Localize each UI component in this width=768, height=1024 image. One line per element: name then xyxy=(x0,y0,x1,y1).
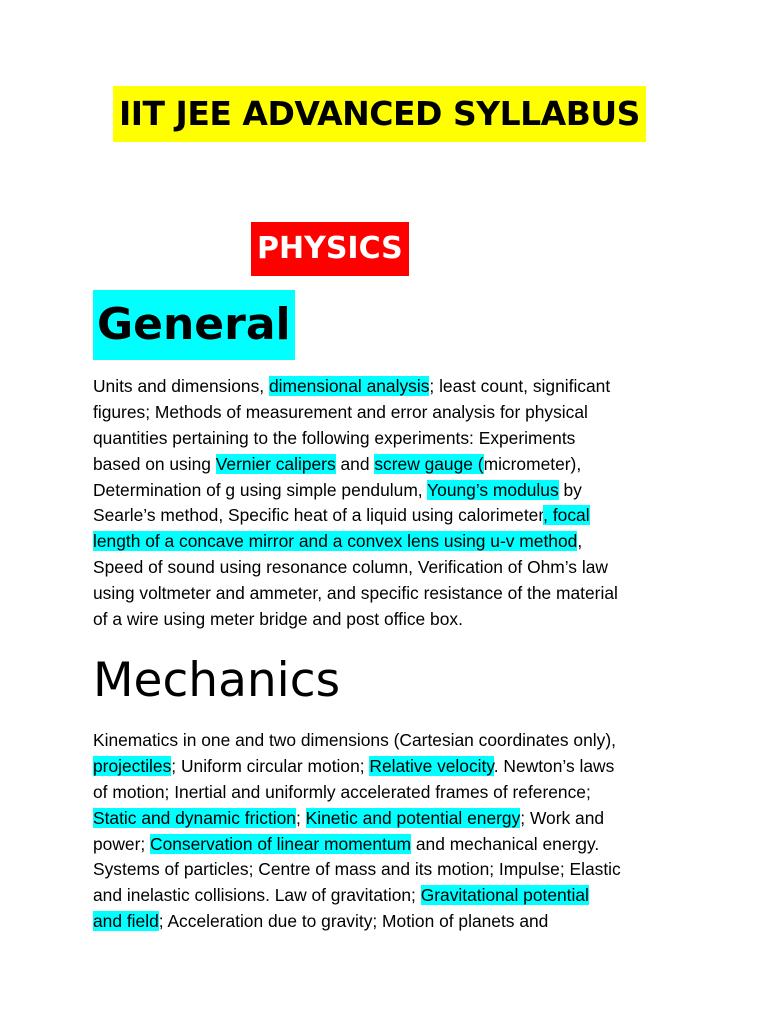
highlighted-term: and field xyxy=(93,911,159,932)
highlighted-term: , focal xyxy=(543,505,590,526)
text-run: by xyxy=(558,479,582,500)
subject-heading: PHYSICS xyxy=(251,222,409,276)
text-line xyxy=(93,780,683,806)
text-run: . Newton’s laws xyxy=(493,755,615,776)
text-run: power; xyxy=(93,833,151,854)
general-paragraph xyxy=(93,374,683,633)
mechanics-paragraph xyxy=(93,728,683,935)
text-line xyxy=(93,503,683,529)
highlighted-term: Vernier calipers xyxy=(215,453,336,474)
text-line xyxy=(93,754,683,780)
text-run: of motion; Inertial and uniformly accelerated frames of reference; xyxy=(93,781,591,802)
highlighted-term: Conservation of linear momentum xyxy=(150,833,412,854)
text-line xyxy=(93,478,683,504)
highlighted-term: Kinetic and potential energy xyxy=(305,807,521,828)
text-run: and inelastic collisions. Law of gravitation; xyxy=(93,885,421,906)
text-line xyxy=(93,374,683,400)
text-line xyxy=(93,607,683,633)
text-run: quantities pertaining to the following experiments: Experiments xyxy=(93,427,576,448)
section-heading-general: General xyxy=(93,290,295,360)
text-run: Searle’s method, Specific heat of a liquid using calorimeter xyxy=(93,505,544,526)
text-line xyxy=(93,883,683,909)
highlighted-term: projectiles xyxy=(93,755,172,776)
text-line xyxy=(93,400,683,426)
text-run: Speed of sound using resonance column, Verification of Ohm’s law xyxy=(93,557,608,578)
highlighted-term: Relative velocity xyxy=(369,755,494,776)
text-run: and mechanical energy. xyxy=(411,833,600,854)
highlighted-term: Gravitational potential xyxy=(420,885,589,906)
highlighted-term: length of a concave mirror and a convex lens using u-v method xyxy=(93,531,578,552)
text-line xyxy=(93,426,683,452)
text-run: Systems of particles; Centre of mass and its motion; Impulse; Elastic xyxy=(93,859,621,880)
text-run: using voltmeter and ammeter, and specific resistance of the material xyxy=(93,583,618,604)
highlighted-term: Static and dynamic friction xyxy=(93,807,296,828)
text-run: ; Uniform circular motion; xyxy=(171,755,370,776)
text-run: based on using xyxy=(93,453,216,474)
text-line xyxy=(93,806,683,832)
text-line xyxy=(93,452,683,478)
text-run: Determination of g using simple pendulum, xyxy=(93,479,428,500)
text-run: ; Work and xyxy=(520,807,605,828)
text-line xyxy=(93,909,683,935)
text-run: ; Acceleration due to gravity; Motion of planets and xyxy=(158,911,549,932)
text-run: ; least count, significant xyxy=(429,376,611,396)
highlighted-term: dimensional analysis xyxy=(268,376,430,396)
text-run: , xyxy=(577,531,583,552)
text-line xyxy=(93,857,683,883)
text-line xyxy=(93,581,683,607)
text-run: Units and dimensions, xyxy=(93,376,269,396)
text-line xyxy=(93,728,683,754)
text-run: and xyxy=(335,453,375,474)
text-run: figures; Methods of measurement and error analysis for physical xyxy=(93,401,588,422)
text-line xyxy=(93,832,683,858)
text-run: Kinematics in one and two dimensions (Cartesian coordinates only), xyxy=(93,730,616,750)
highlighted-term: Young’s modulus xyxy=(427,479,559,500)
text-line xyxy=(93,529,683,555)
text-run: micrometer), xyxy=(483,453,582,474)
text-line xyxy=(93,555,683,581)
page-title: IIT JEE ADVANCED SYLLABUS xyxy=(113,86,646,142)
highlighted-term: screw gauge ( xyxy=(374,453,484,474)
text-run: of a wire using meter bridge and post office box. xyxy=(93,609,463,630)
section-heading-mechanics: Mechanics xyxy=(93,653,341,708)
text-run: ; xyxy=(295,807,306,828)
